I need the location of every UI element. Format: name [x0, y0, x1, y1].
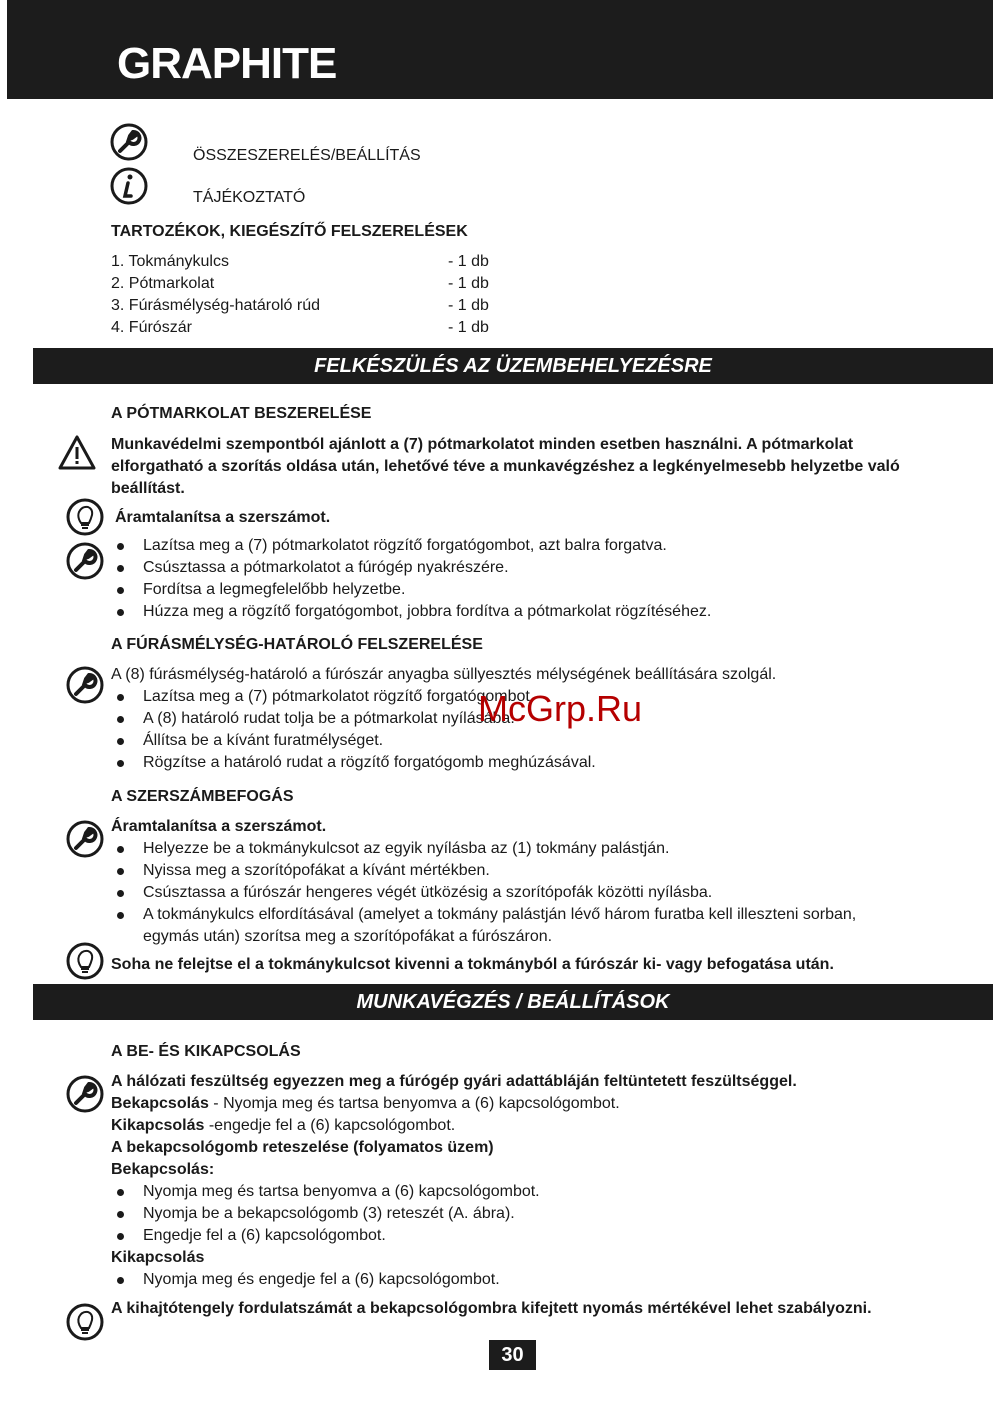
- list-item: Nyomja be a bekapcsológomb (3) reteszét (A. ábra).: [111, 1203, 916, 1225]
- handle-warning: Munkavédelmi szempontból ajánlott a (7) pótmarkolatot minden esetben használni. A pótmarkolat elforgatható a szorítás oldása után, lehetővé téve a munkavégzéshez a legkényelmesebb helyzetbe való beállítást.: [111, 436, 900, 497]
- warning-icon: [57, 433, 97, 473]
- wrench-icon: [109, 122, 149, 162]
- list-item: Nyissa meg a szorítópofákat a kívánt mértékben.: [111, 860, 916, 882]
- section-bar-preparation: FELKÉSZÜLÉS AZ ÜZEMBEHELYEZÉSRE: [33, 348, 993, 384]
- switch-lock-off: Kikapcsolás: [111, 1249, 205, 1266]
- list-item: Csúsztassa a pótmarkolatot a fúrógép nyakrészére.: [111, 557, 916, 579]
- list-item: Húzza meg a rögzítő forgatógombot, jobbra fordítva a pótmarkolat rögzítéséhez.: [111, 601, 916, 623]
- switch-lock-title: A bekapcsológomb reteszelése (folyamatos üzem): [111, 1139, 494, 1156]
- switch-voltage: A hálózati feszültség egyezzen meg a fúrógép gyári adattábláján feltüntetett feszültséggel.: [111, 1073, 797, 1090]
- accessory-row: 2. Pótmarkolat - 1 db: [111, 275, 489, 292]
- accessory-row: 3. Fúrásmélység-határoló rúd - 1 db: [111, 297, 489, 314]
- list-item: Csúsztassa a fúrószár hengeres végét ütközésig a szorítópofák közötti nyílásba.: [111, 882, 916, 904]
- wrench-icon: [65, 1074, 105, 1114]
- switch-lock-on: Bekapcsolás:: [111, 1161, 215, 1178]
- switch-on-line: Bekapcsolás - Nyomja meg és tartsa benyomva a (6) kapcsológombot.: [111, 1095, 620, 1112]
- lightbulb-icon: [65, 941, 105, 981]
- list-item: Állítsa be a kívánt furatmélységet.: [111, 730, 916, 752]
- depth-title: A FÚRÁSMÉLYSÉG-HATÁROLÓ FELSZERELÉSE: [111, 636, 483, 653]
- info-icon: [109, 166, 149, 206]
- depth-intro: A (8) fúrásmélység-határoló a fúrószár anyagba süllyesztés mélységének beállítására szolgál.: [111, 666, 777, 683]
- wrench-icon: [65, 665, 105, 705]
- switch-note: A kihajtótengely fordulatszámát a bekapcsológombra kifejtett nyomás mértékével lehet szabályozni.: [111, 1300, 872, 1317]
- accessory-row: 1. Tokmánykulcs - 1 db: [111, 253, 489, 270]
- handle-note: Áramtalanítsa a szerszámot.: [115, 509, 331, 526]
- svg-text:GRAPHITE: GRAPHITE: [117, 39, 337, 88]
- list-item: Fordítsa a legmegfelelőbb helyzetbe.: [111, 579, 916, 601]
- switch-lock-on-steps: [111, 1181, 916, 1247]
- list-item: A (8) határoló rudat tolja be a pótmarkolat nyílásába.: [111, 708, 916, 730]
- switch-title: A BE- ÉS KIKAPCSOLÁS: [111, 1043, 301, 1060]
- graphite-logo: [117, 38, 357, 88]
- list-item: Rögzítse a határoló rudat a rögzítő forgatógomb meghúzásával.: [111, 752, 916, 774]
- list-item: Engedje fel a (6) kapcsológombot.: [111, 1225, 916, 1247]
- list-item: A tokmánykulcs elfordításával (amelyet a tokmány palástján lévő három furatba kell illeszteni sorban, egymás után) szorítsa meg a szorítópofákat a fúrószáron.: [111, 904, 916, 948]
- accessory-row: 4. Fúrószár - 1 db: [111, 319, 489, 336]
- section-bar-operation: MUNKAVÉGZÉS / BEÁLLÍTÁSOK: [33, 984, 993, 1020]
- legend-assembly: ÖSSZESZERELÉS/BEÁLLÍTÁS: [193, 147, 421, 164]
- list-item: Nyomja meg és tartsa benyomva a (6) kapcsológombot.: [111, 1181, 916, 1203]
- wrench-icon: [65, 541, 105, 581]
- chuck-intro: Áramtalanítsa a szerszámot.: [111, 818, 327, 835]
- switch-lock-off-steps: [111, 1269, 916, 1291]
- header-bar: [7, 0, 993, 99]
- accessories-title: TARTOZÉKOK, KIEGÉSZÍTŐ FELSZERELÉSEK: [111, 223, 468, 240]
- legend-info: TÁJÉKOZTATÓ: [193, 189, 306, 206]
- handle-steps: [111, 535, 916, 623]
- chuck-note: Soha ne felejtse el a tokmánykulcsot kivenni a tokmányból a fúrószár ki- vagy befogatása után.: [111, 956, 834, 973]
- lightbulb-icon: [65, 1302, 105, 1342]
- list-item: Lazítsa meg a (7) pótmarkolatot rögzítő forgatógombot.: [111, 686, 916, 708]
- chuck-title: A SZERSZÁMBEFOGÁS: [111, 788, 294, 805]
- watermark: McGrp.Ru: [478, 688, 643, 729]
- list-item: Lazítsa meg a (7) pótmarkolatot rögzítő forgatógombot, azt balra forgatva.: [111, 535, 916, 557]
- lightbulb-icon: [65, 497, 105, 537]
- wrench-icon: [65, 819, 105, 859]
- chuck-steps: [111, 838, 916, 948]
- list-item: Nyomja meg és engedje fel a (6) kapcsológombot.: [111, 1269, 916, 1291]
- page-number: 30: [489, 1340, 536, 1370]
- switch-off-line: Kikapcsolás -engedje fel a (6) kapcsológombot.: [111, 1117, 456, 1134]
- handle-title: A PÓTMARKOLAT BESZERELÉSE: [111, 405, 372, 422]
- list-item: Helyezze be a tokmánykulcsot az egyik nyílásba az (1) tokmány palástján.: [111, 838, 916, 860]
